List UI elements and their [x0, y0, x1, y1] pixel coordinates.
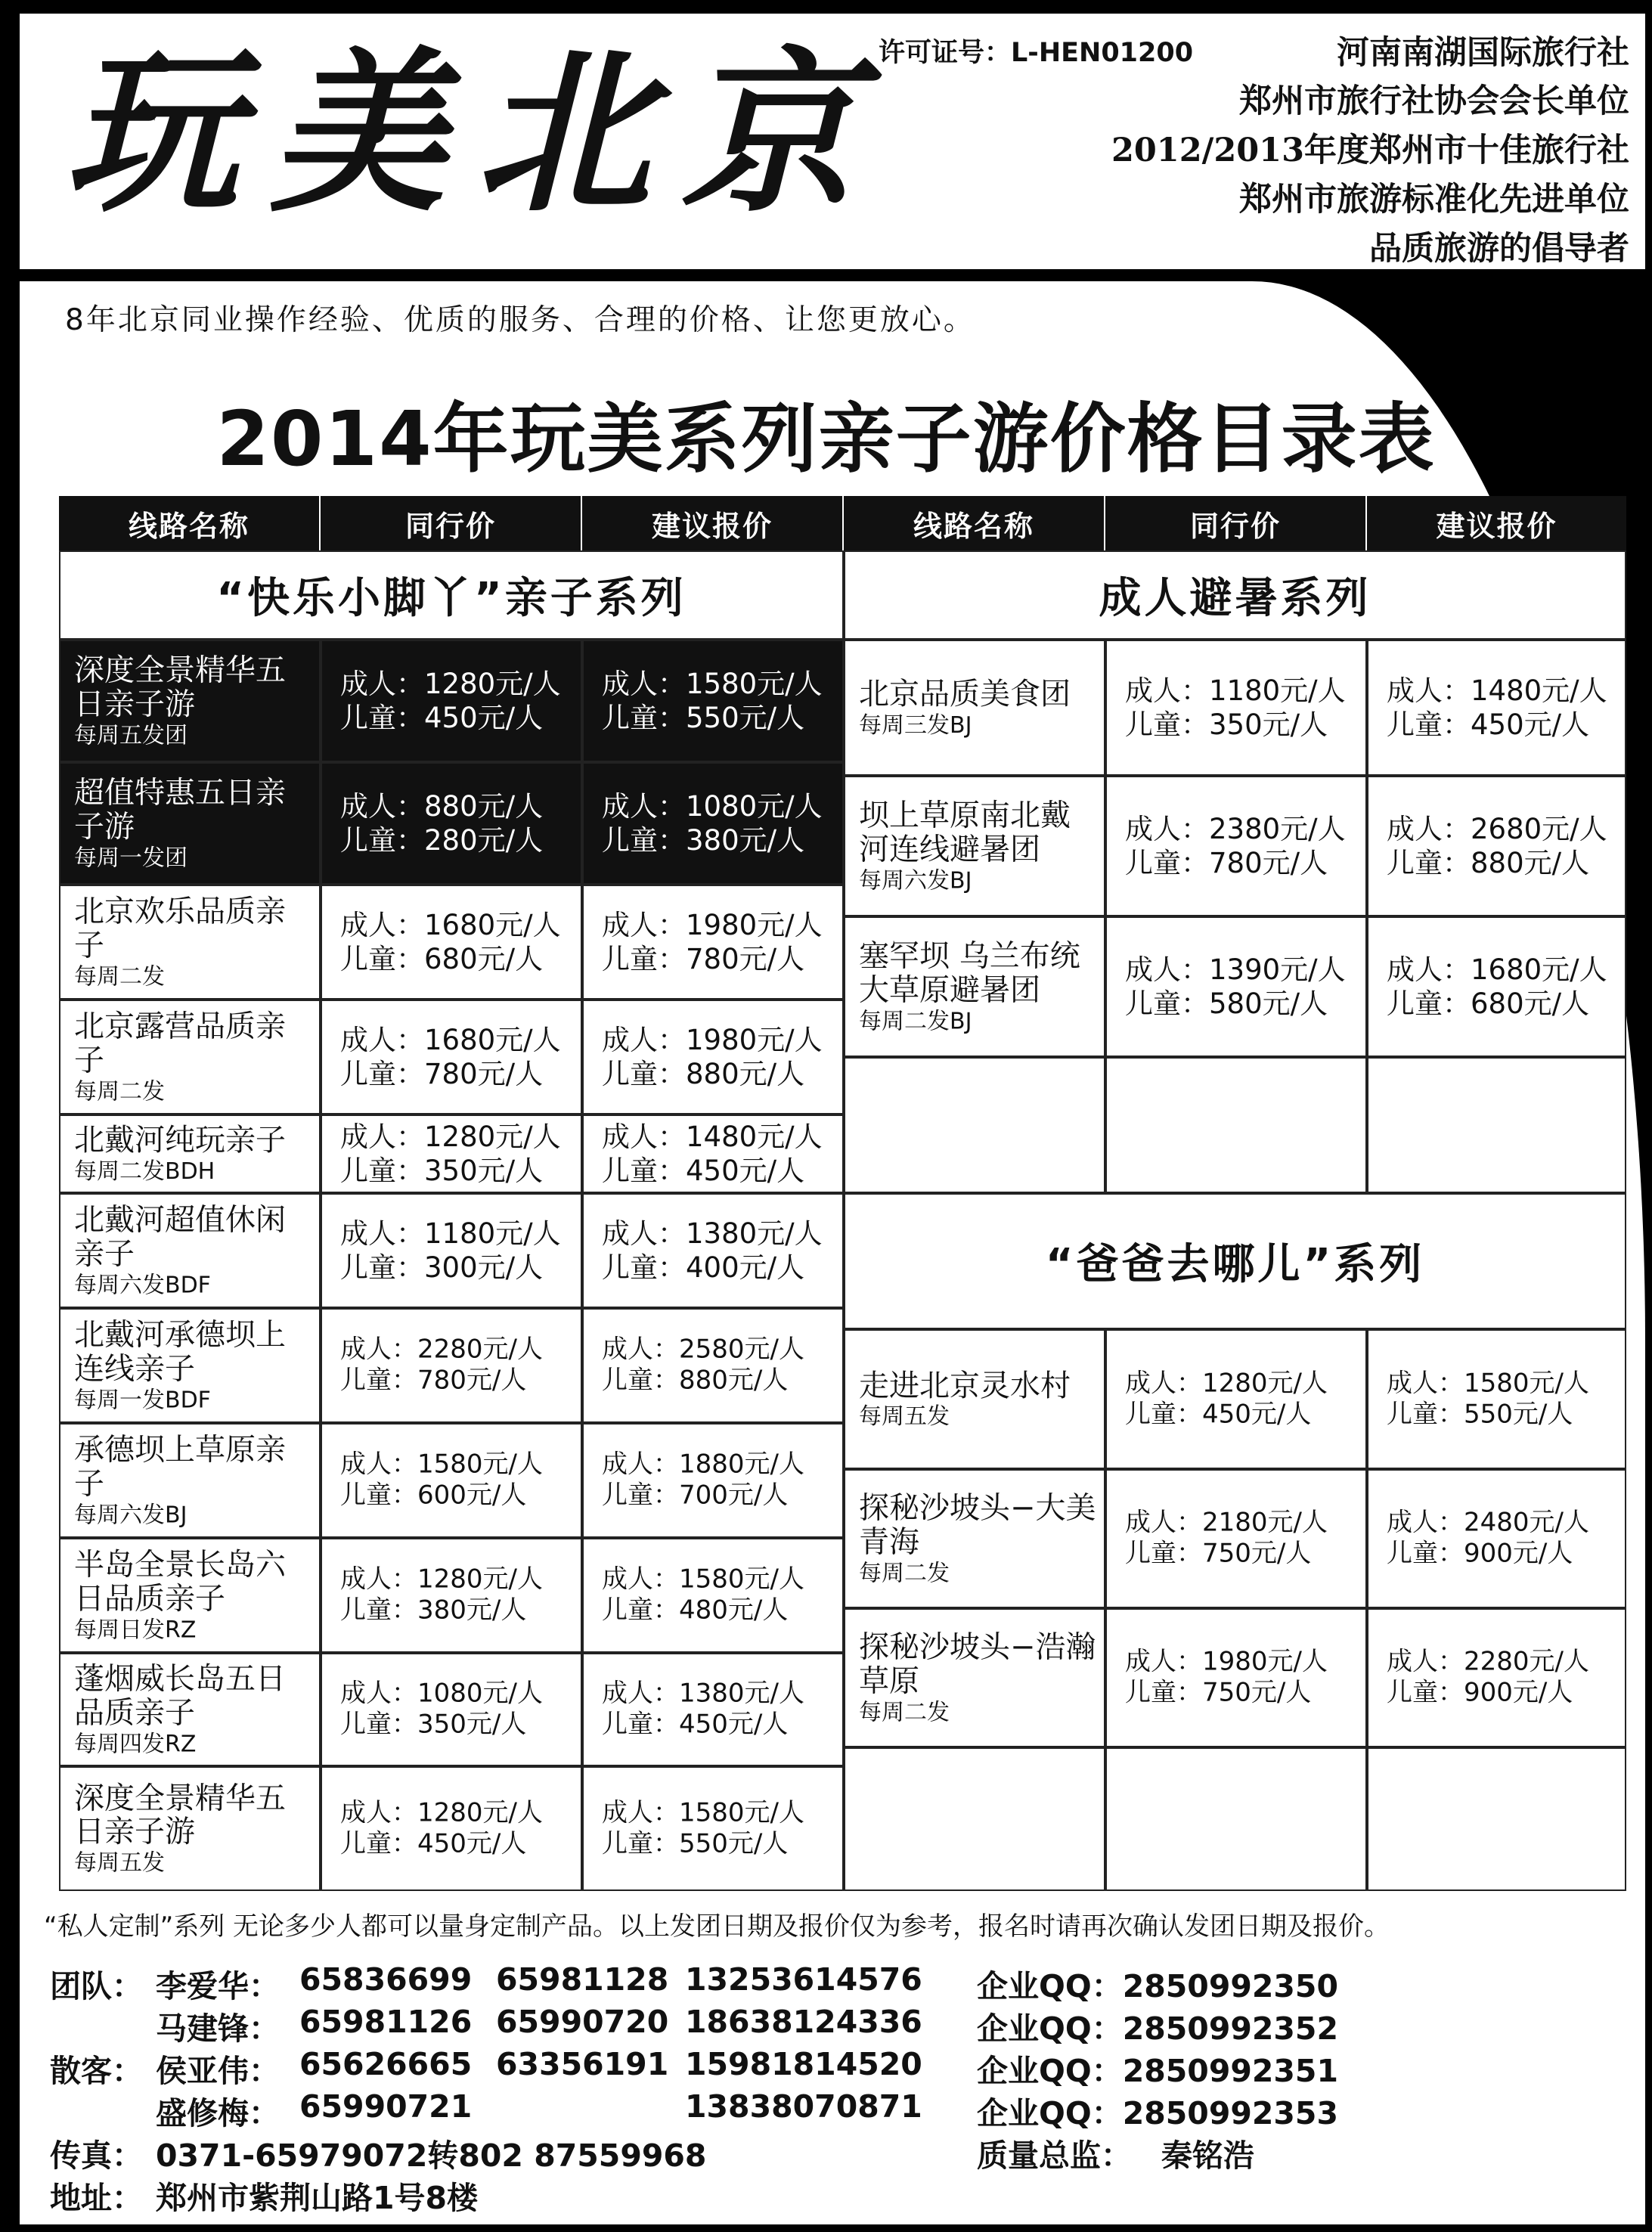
empty-cell [1105, 1057, 1367, 1193]
adult-price: 成人：1580元/人 [340, 1449, 543, 1480]
route-name [859, 677, 1098, 738]
child-price: 儿童：350元/人 [340, 1155, 544, 1187]
route-name [859, 1369, 1098, 1429]
route-name [74, 1124, 313, 1184]
route-name-cell [844, 640, 1105, 776]
column-header: 建议报价 [582, 496, 844, 550]
child-price: 儿童：350元/人 [340, 1710, 527, 1740]
adult-price: 成人：2480元/人 [1387, 1507, 1589, 1538]
qq-number: 企业QQ：2850992352 [977, 2010, 1338, 2047]
adult-price: 成人：2580元/人 [602, 1334, 804, 1365]
contact-name: 盛修梅： [156, 2095, 280, 2131]
child-price: 儿童：750元/人 [1125, 1678, 1312, 1708]
child-price: 儿童：880元/人 [602, 1366, 789, 1396]
child-price: 儿童：380元/人 [340, 1595, 527, 1626]
departure-days: 每周一发BDF [74, 1387, 211, 1413]
phone: 13838070871 [685, 2088, 922, 2125]
route-name-cell [844, 776, 1105, 916]
contact-name: 李爱华： [156, 1968, 280, 2004]
adult-price: 成人：1390元/人 [1125, 953, 1346, 986]
child-price: 儿童：680元/人 [340, 943, 544, 975]
child-price: 儿童：450元/人 [340, 702, 544, 734]
trade-price-cell [1105, 640, 1367, 776]
adult-price: 成人：880元/人 [340, 789, 544, 823]
trade-price [1125, 1368, 1361, 1431]
retail-price [602, 1217, 838, 1285]
route-name-cell [844, 1469, 1105, 1608]
child-price: 儿童：880元/人 [602, 1058, 805, 1090]
child-price: 儿童：380元/人 [602, 824, 805, 857]
route-name-cell [59, 885, 321, 1000]
route-title: 深度全景精华五日亲子游 [74, 1780, 286, 1849]
adult-price: 成人：1380元/人 [602, 1217, 823, 1250]
adult-price: 成人：1280元/人 [340, 667, 561, 700]
child-price: 儿童：550元/人 [602, 702, 805, 734]
trade-price [1125, 1647, 1361, 1710]
trade-price-cell [321, 1766, 582, 1891]
departure-days: 每周二发 [859, 1560, 950, 1586]
trade-price [340, 1120, 576, 1188]
adult-price: 成人：1580元/人 [602, 667, 823, 700]
route-name [74, 1662, 313, 1756]
adult-price: 成人：1880元/人 [602, 1449, 804, 1480]
departure-days: 每周五发 [859, 1403, 950, 1431]
adult-price: 成人：1980元/人 [602, 908, 823, 941]
retail-price-cell [582, 885, 844, 1000]
route-name [74, 1548, 313, 1642]
scatter-label: 散客： [50, 2053, 143, 2089]
team-label: 团队： [50, 1968, 143, 2004]
adult-price: 成人：1980元/人 [1125, 1646, 1328, 1677]
route-name [74, 1318, 313, 1412]
route-name-cell [59, 1538, 321, 1653]
credential-line: 2012/2013年度郑州市十佳旅行社 [1111, 132, 1629, 169]
retail-price-cell [1367, 776, 1626, 916]
credential-line: 品质旅游的倡导者 [1369, 230, 1629, 268]
adult-price: 成人：2680元/人 [1387, 812, 1607, 845]
child-price: 儿童：780元/人 [340, 1366, 527, 1396]
departure-days: 每周六发BJ [859, 867, 972, 894]
adult-price: 成人：1080元/人 [340, 1678, 543, 1709]
address: 郑州市紫荆山路1号8楼 [156, 2180, 479, 2216]
phone: 65836699 [299, 1961, 473, 1998]
child-price: 儿童：780元/人 [340, 1058, 544, 1090]
route-title: 蓬烟威长岛五日品质亲子 [74, 1661, 286, 1731]
adult-price: 成人：2280元/人 [1387, 1646, 1589, 1677]
child-price: 儿童：680元/人 [1387, 987, 1590, 1020]
child-price: 儿童：900元/人 [1387, 1678, 1573, 1708]
trade-price-cell [321, 762, 582, 885]
route-name-cell [59, 1193, 321, 1308]
trade-price [1125, 1508, 1361, 1570]
license-number: 许可证号：L-HEN01200 [879, 38, 1194, 68]
adult-price: 成人：1280元/人 [340, 1564, 543, 1595]
address-label: 地址： [50, 2180, 143, 2216]
retail-price [1387, 674, 1620, 742]
retail-price-cell [582, 1423, 844, 1538]
route-title: 超值特惠五日亲子游 [74, 775, 286, 845]
route-title: 北戴河承德坝上连线亲子 [74, 1317, 286, 1387]
child-price: 儿童：480元/人 [602, 1595, 789, 1626]
trade-price [340, 1797, 576, 1860]
phone: 65990721 [299, 2088, 473, 2125]
route-name-cell [59, 762, 321, 885]
trade-price-cell [1105, 1329, 1367, 1469]
quality-label: 质量总监： [977, 2137, 1132, 2174]
route-title: 探秘沙坡头−浩瀚草原 [859, 1629, 1096, 1699]
contact-name: 马建锋： [156, 2010, 280, 2047]
child-price: 儿童：750元/人 [1125, 1539, 1312, 1569]
trade-price-cell [321, 885, 582, 1000]
phone: 65626665 [299, 2046, 473, 2082]
trade-price [340, 1023, 576, 1091]
adult-price: 成人：1680元/人 [340, 1023, 561, 1056]
departure-days: 每周二发BDH [74, 1158, 215, 1185]
route-name-cell [844, 1329, 1105, 1469]
trade-price-cell [321, 1538, 582, 1653]
route-name-cell [59, 1114, 321, 1193]
route-title: 深度全景精华五日亲子游 [74, 653, 286, 722]
fax-label: 传真： [50, 2137, 143, 2174]
retail-price [602, 908, 838, 976]
child-price: 儿童：450元/人 [340, 1828, 527, 1859]
page-title: 2014年玩美系列亲子游价格目录表 [216, 395, 1436, 483]
adult-price: 成人：1580元/人 [1387, 1368, 1589, 1399]
trade-price-cell [1105, 1608, 1367, 1747]
retail-price-cell [582, 640, 844, 762]
retail-price-cell [582, 1538, 844, 1653]
route-title: 北京露营品质亲子 [74, 1009, 286, 1078]
route-name [74, 776, 313, 870]
retail-price [602, 1679, 838, 1741]
route-name-cell [59, 1766, 321, 1891]
credential-line: 河南南湖国际旅行社 [1337, 34, 1629, 72]
route-name-cell [844, 916, 1105, 1057]
trade-price [340, 667, 576, 735]
child-price: 儿童：450元/人 [602, 1710, 789, 1740]
trade-price-cell [321, 1423, 582, 1538]
route-name [74, 653, 313, 748]
route-name-cell [59, 640, 321, 762]
retail-price [1387, 953, 1620, 1021]
trade-price-cell [1105, 916, 1367, 1057]
route-title: 北戴河超值休闲亲子 [74, 1202, 286, 1272]
retail-price [602, 1335, 838, 1397]
trade-price [340, 789, 576, 857]
qq-number: 企业QQ：2850992351 [977, 2053, 1338, 2089]
trade-price [340, 1449, 576, 1512]
price-table [59, 496, 1626, 1891]
trade-price [340, 908, 576, 976]
route-title: 半岛全景长岛六日品质亲子 [74, 1547, 286, 1617]
route-title: 探秘沙坡头−大美青海 [859, 1490, 1096, 1560]
retail-price-cell [1367, 1469, 1626, 1608]
trade-price-cell [1105, 776, 1367, 916]
empty-cell [844, 1747, 1105, 1891]
contact-name: 侯亚伟： [156, 2053, 280, 2089]
column-header: 线路名称 [59, 496, 321, 550]
departure-days: 每周一发团 [74, 845, 188, 871]
trade-price-cell [1105, 1469, 1367, 1608]
column-header: 同行价 [1105, 496, 1367, 550]
fax-number: 0371-65979072转802 87559968 [156, 2137, 707, 2174]
child-price: 儿童：450元/人 [602, 1155, 805, 1187]
departure-days: 每周二发 [74, 963, 165, 990]
retail-price [602, 667, 838, 735]
retail-price-cell [582, 762, 844, 885]
retail-price-cell [1367, 1329, 1626, 1469]
tagline: 8年北京同业操作经验、优质的服务、合理的价格、让您更放心。 [65, 303, 975, 337]
column-header: 同行价 [321, 496, 582, 550]
child-price: 儿童：400元/人 [602, 1251, 805, 1284]
retail-price-cell [582, 1766, 844, 1891]
child-price: 儿童：450元/人 [1387, 708, 1590, 741]
trade-price [340, 1335, 576, 1397]
route-name [74, 894, 313, 989]
trade-price [1125, 674, 1361, 742]
phone: 15981814520 [685, 2046, 922, 2082]
adult-price: 成人：1980元/人 [602, 1023, 823, 1056]
phone: 65981126 [299, 2004, 473, 2040]
route-name [74, 1009, 313, 1104]
series-title-left: “快乐小脚丫”亲子系列 [59, 550, 844, 640]
adult-price: 成人：1480元/人 [602, 1120, 823, 1153]
trade-price [340, 1679, 576, 1741]
adult-price: 成人：1180元/人 [340, 1217, 561, 1250]
child-price: 儿童：900元/人 [1387, 1539, 1573, 1569]
phone: 18638124336 [685, 2004, 922, 2040]
retail-price [1387, 1647, 1620, 1710]
trade-price [1125, 812, 1361, 880]
child-price: 儿童：780元/人 [1125, 847, 1328, 879]
route-name [74, 1433, 313, 1527]
route-name-cell [59, 1000, 321, 1114]
phone: 65990720 [496, 2004, 669, 2040]
trade-price [340, 1564, 576, 1627]
trade-price-cell [321, 1000, 582, 1114]
qq-number: 企业QQ：2850992353 [977, 2095, 1338, 2131]
adult-price: 成人：1480元/人 [1387, 674, 1607, 707]
retail-price [602, 1449, 838, 1512]
trade-price [340, 1217, 576, 1285]
child-price: 儿童：580元/人 [1125, 987, 1328, 1020]
route-title: 走进北京灵水村 [859, 1368, 1071, 1403]
retail-price [602, 1120, 838, 1188]
column-header: 线路名称 [844, 496, 1105, 550]
credential-line: 郑州市旅游标准化先进单位 [1239, 181, 1629, 219]
child-price: 儿童：550元/人 [602, 1828, 789, 1859]
empty-cell [1367, 1057, 1626, 1193]
child-price: 儿童：880元/人 [1387, 847, 1590, 879]
adult-price: 成人：1080元/人 [602, 789, 823, 823]
retail-price-cell [582, 1114, 844, 1193]
departure-days: 每周六发BDF [74, 1272, 211, 1298]
route-name [859, 1630, 1098, 1725]
route-title: 北京欢乐品质亲子 [74, 894, 286, 963]
departure-days: 每周二发 [74, 1078, 165, 1105]
route-name [859, 798, 1098, 893]
retail-price-cell [582, 1193, 844, 1308]
trade-price-cell [321, 1114, 582, 1193]
departure-days: 每周三发BJ [859, 711, 972, 739]
retail-price [602, 1023, 838, 1091]
empty-cell [1105, 1747, 1367, 1891]
adult-price: 成人：2180元/人 [1125, 1507, 1328, 1538]
route-name [74, 1781, 313, 1876]
column-header: 建议报价 [1367, 496, 1626, 550]
adult-price: 成人：1280元/人 [1125, 1368, 1328, 1399]
retail-price [602, 789, 838, 857]
adult-price: 成人：2280元/人 [340, 1334, 543, 1365]
route-name-cell [59, 1308, 321, 1423]
route-name [859, 939, 1098, 1034]
footnote: “私人定制”系列 无论多少人都可以量身定制产品。以上发团日期及报价仅为参考，报名时请再次确认发团日期及报价。 [44, 1911, 1390, 1942]
adult-price: 成人：1280元/人 [340, 1797, 543, 1828]
adult-price: 成人：1380元/人 [602, 1678, 804, 1709]
departure-days: 每周四发RZ [74, 1731, 197, 1757]
route-title: 北戴河纯玩亲子 [74, 1122, 286, 1158]
departure-days: 每周五发 [74, 1849, 165, 1877]
child-price: 儿童：600元/人 [340, 1480, 527, 1511]
route-title: 北京品质美食团 [859, 676, 1071, 711]
trade-price [1125, 953, 1361, 1021]
empty-cell [1367, 1747, 1626, 1891]
child-price: 儿童：780元/人 [602, 943, 805, 975]
adult-price: 成人：1580元/人 [602, 1797, 804, 1828]
adult-price: 成人：1680元/人 [1387, 953, 1607, 986]
adult-price: 成人：1280元/人 [340, 1120, 561, 1153]
departure-days: 每周六发BJ [74, 1502, 188, 1528]
departure-days: 每周五发团 [74, 722, 188, 749]
route-title: 坝上草原南北戴河连线避暑团 [859, 798, 1071, 867]
retail-price [602, 1564, 838, 1627]
retail-price-cell [1367, 1608, 1626, 1747]
empty-cell [844, 1057, 1105, 1193]
phone: 13253614576 [685, 1961, 922, 1998]
child-price: 儿童：280元/人 [340, 824, 544, 857]
route-name-cell [59, 1423, 321, 1538]
retail-price-cell [582, 1308, 844, 1423]
child-price: 儿童：700元/人 [602, 1480, 789, 1511]
child-price: 儿童：300元/人 [340, 1251, 544, 1284]
route-title: 塞罕坝 乌兰布统大草原避暑团 [859, 938, 1080, 1008]
departure-days: 每周日发RZ [74, 1617, 197, 1643]
trade-price-cell [321, 640, 582, 762]
adult-price: 成人：1180元/人 [1125, 674, 1346, 707]
retail-price-cell [582, 1000, 844, 1114]
series-title-adult: 成人避暑系列 [844, 550, 1626, 640]
quality-manager: 秦铭浩 [1161, 2137, 1254, 2174]
credential-line: 郑州市旅行社协会会长单位 [1239, 82, 1629, 120]
route-name-cell [844, 1608, 1105, 1747]
trade-price-cell [321, 1308, 582, 1423]
child-price: 儿童：450元/人 [1125, 1399, 1312, 1430]
retail-price [1387, 1508, 1620, 1570]
adult-price: 成人：1680元/人 [340, 908, 561, 941]
route-name [859, 1491, 1098, 1586]
series-title-dad: “爸爸去哪儿”系列 [844, 1193, 1626, 1329]
departure-days: 每周二发 [859, 1699, 950, 1725]
retail-price [1387, 1368, 1620, 1431]
logo-title: 玩美北京 [64, 29, 888, 236]
retail-price-cell [582, 1653, 844, 1766]
retail-price-cell [1367, 916, 1626, 1057]
child-price: 儿童：550元/人 [1387, 1399, 1573, 1430]
phone: 65981128 [496, 1961, 669, 1998]
retail-price-cell [1367, 640, 1626, 776]
trade-price-cell [321, 1653, 582, 1766]
retail-price [1387, 812, 1620, 880]
adult-price: 成人：2380元/人 [1125, 812, 1346, 845]
route-name [74, 1203, 313, 1297]
trade-price-cell [321, 1193, 582, 1308]
adult-price: 成人：1580元/人 [602, 1564, 804, 1595]
retail-price [602, 1797, 838, 1860]
route-name-cell [59, 1653, 321, 1766]
qq-number: 企业QQ：2850992350 [977, 1968, 1338, 2004]
child-price: 儿童：350元/人 [1125, 708, 1328, 741]
route-title: 承德坝上草原亲子 [74, 1432, 286, 1502]
phone: 63356191 [496, 2046, 669, 2082]
departure-days: 每周二发BJ [859, 1008, 972, 1034]
